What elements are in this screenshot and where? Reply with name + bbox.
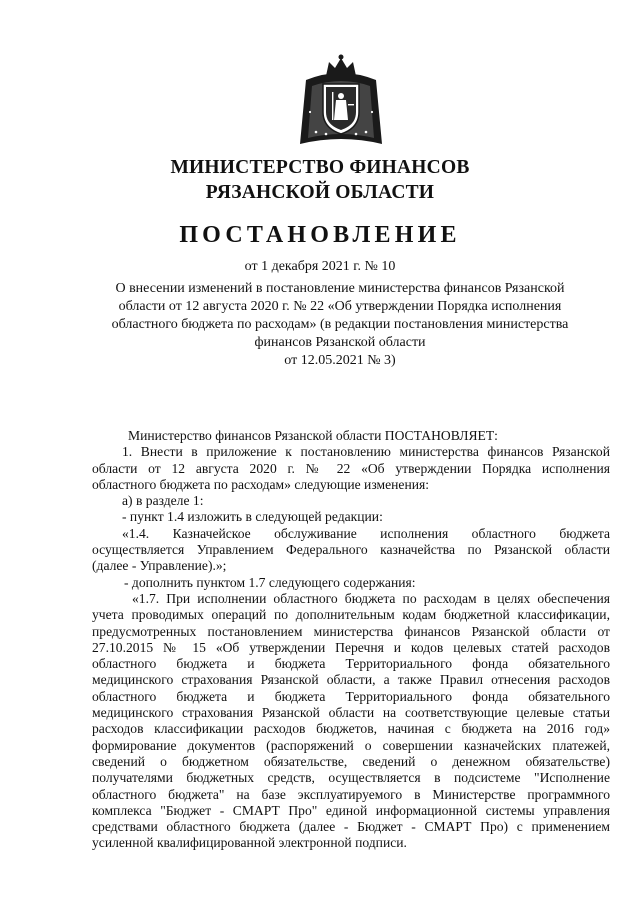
org-name-line1: МИНИСТЕРСТВО ФИНАНСОВ: [170, 157, 470, 178]
ryazan-coat-of-arms-icon: [296, 52, 386, 152]
title-line: финансов Рязанской области: [254, 335, 426, 350]
title-line: области от 12 августа 2020 г. № 22 «Об утверждении Порядка исполнения: [118, 299, 562, 314]
document-body: [92, 428, 610, 852]
body-line: усиленной квалифицированной электронной подписи.: [92, 835, 407, 851]
body-line: - дополнить пунктом 1.7 следующего содержания:: [124, 574, 416, 590]
title-line: О внесении изменений в постановление министерства финансов Рязанской: [115, 281, 565, 296]
document-date-number: от 1 декабря 2021 г. № 10: [244, 259, 396, 274]
org-name-line2: РЯЗАНСКОЙ ОБЛАСТИ: [205, 182, 435, 203]
body-line: областного бюджета по расходам» следующие изменения:: [92, 476, 430, 492]
body-line: расходов классификации расходов бюджетов, начиная с бюджета на 2016 год»: [92, 721, 610, 737]
body-line: (далее - Управление).»;: [92, 558, 227, 574]
body-line: формирование документов (распоряжений о совершении казначейских платежей,: [92, 737, 610, 753]
body-line: - пункт 1.4 изложить в следующей редакции:: [122, 509, 383, 525]
body-line: комплекса "Бюджет - СМАРТ Про" единой информационной системы управления: [92, 802, 610, 818]
body-line: областного бюджета" на базе эксплуатируемого в Министерстве программного: [92, 786, 610, 802]
body-line: областного бюджета и бюджета Территориального фонда обязательного: [92, 656, 610, 672]
body-line: предусмотренных постановлением министерства финансов Рязанской области от: [92, 623, 610, 639]
title-line: от 12.05.2021 № 3): [284, 353, 396, 368]
body-line: осуществляется Управлением Федерального казначейства по Рязанской области: [92, 542, 610, 558]
body-line: «1.7. При исполнении областного бюджета по расходам в целях обеспечения: [132, 590, 610, 606]
document-type-heading: ПОСТАНОВЛЕНИЕ: [179, 222, 461, 248]
body-line: 27.10.2015 № 15 «Об утверждении Перечня и кодов целевых статей расходов: [92, 639, 610, 655]
body-line: областного бюджета и бюджета Территориального фонда обязательного: [92, 688, 610, 704]
body-line: 1. Внести в приложение к постановлению министерства финансов Рязанской: [122, 444, 610, 460]
body-line: а) в разделе 1:: [122, 493, 204, 509]
body-line: получателями бюджетных средств, осуществляется в подсистеме "Исполнение: [92, 770, 610, 786]
body-line: «1.4. Казначейское обслуживание исполнения областного бюджета: [122, 525, 610, 541]
body-line: Министерство финансов Рязанской области ПОСТАНОВЛЯЕТ:: [128, 428, 498, 443]
body-line: учета проводимых операций по дополнительным кодам бюджетной классификации,: [92, 607, 610, 623]
body-line: медицинского страхования Рязанской области, а также Правил отнесения расходов: [92, 672, 610, 688]
document-title: [100, 280, 580, 370]
body-line: медицинского страхования Рязанской области на соответствующие целевые статьи: [92, 705, 610, 721]
title-line: областного бюджета по расходам» (в редакции постановления министерства: [111, 317, 569, 332]
body-line: сведений о бюджетном обязательстве, сведений о денежном обязательстве): [92, 753, 610, 769]
body-line: средствами областного бюджета (далее - Бюджет - СМАРТ Про) с применением: [92, 819, 610, 835]
body-line: области от 12 августа 2020 г. № 22 «Об утверждении Порядка исполнения: [92, 460, 610, 476]
